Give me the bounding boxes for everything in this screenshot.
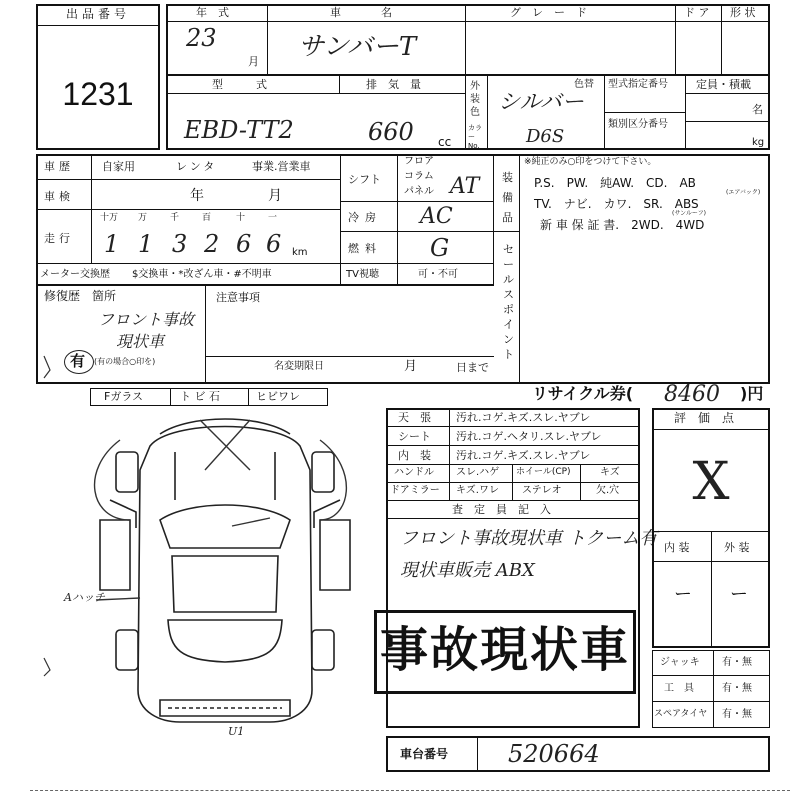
- repair-handwritten-1: フロント事故: [98, 310, 195, 329]
- mileage-unit: 一: [268, 213, 278, 223]
- inspector-note-1: フロント事故現状車 トクーム有: [400, 528, 658, 549]
- inspector-label: 査 定 員 記 入: [452, 503, 551, 516]
- car-body-outline: [138, 427, 312, 723]
- spare-tire-value: 有・無: [722, 709, 752, 720]
- glass-chip: ト ビ 石: [180, 390, 220, 403]
- history-private: 自家用: [102, 160, 135, 173]
- mileage-unit: 万: [138, 213, 148, 223]
- car-label: 車 名: [330, 6, 398, 19]
- wheel-label: ホイール(CP): [516, 467, 571, 477]
- repair-label: 修復歴 箇所: [44, 289, 117, 303]
- shift-value: AT: [450, 174, 480, 199]
- handle-label: ハンドル: [394, 467, 434, 478]
- grade-label: グ レ ー ド: [510, 6, 587, 19]
- margin-mark: [44, 658, 50, 676]
- ceiling-value: 汚れ.コゲ.キズ.スレ.ヤブレ: [456, 411, 591, 424]
- history-label: 車歴: [44, 160, 74, 173]
- category-label: 類別区分番号: [608, 119, 668, 130]
- mileage-unit: 百: [202, 213, 212, 223]
- model-label: 型 式: [212, 78, 267, 91]
- notes-label: 注意事項: [216, 291, 260, 304]
- inspection-month: 月: [268, 188, 282, 204]
- mileage-digit: 1: [104, 230, 120, 258]
- shape-label: 形 状: [730, 6, 756, 19]
- wheel-rear-left: [116, 630, 138, 670]
- equipment-note: ※純正のみ○印をつけて下さい。: [524, 157, 657, 167]
- displacement-label: 排 気 量: [366, 78, 421, 91]
- margin-mark: [44, 356, 50, 378]
- rear-window: [168, 620, 282, 662]
- mileage-unit: 十: [236, 213, 246, 223]
- deadline-day: 日まで: [456, 361, 489, 374]
- fuel-value: G: [430, 234, 450, 262]
- inspector-note-2: 現状車販売 ABX: [400, 560, 535, 581]
- shift-column: コラム: [404, 171, 434, 182]
- eval-interior-value: ー: [674, 584, 692, 605]
- seat-value: 汚れ.コゲ.ヘタリ.スレ.ヤブレ: [456, 430, 602, 443]
- evaluation-score: X: [692, 452, 730, 512]
- year-label: 年 式: [196, 6, 229, 19]
- stereo-label: ステレオ: [522, 485, 562, 496]
- shift-panel: パネル: [404, 186, 434, 197]
- tool-value: 有・無: [722, 683, 752, 694]
- interior-label: 内 装: [398, 449, 431, 462]
- seat-label: シート: [398, 430, 431, 443]
- door-label: ド ア: [684, 6, 710, 19]
- recycle-unit: )円: [740, 384, 764, 403]
- ac-value: AC: [420, 204, 453, 229]
- mirror-value: キズ.ワレ: [456, 485, 499, 496]
- wheel-rear-right: [312, 630, 334, 670]
- deadline-label: 名変期限日: [274, 361, 324, 372]
- history-rental: レンタ: [176, 160, 218, 173]
- handle-sep2: [580, 465, 581, 501]
- color-no-label: カラーNo.: [468, 124, 482, 150]
- cc-label: cc: [438, 135, 452, 149]
- lot-number: 1231: [62, 76, 134, 112]
- wheel-value: キズ: [600, 467, 620, 478]
- mileage-digit: 3: [172, 230, 188, 258]
- tool-label: 工 具: [664, 683, 694, 694]
- shift-floor: フロア: [404, 156, 434, 167]
- year-month-label: 月: [248, 55, 259, 68]
- capacity-unit-person: 名: [752, 103, 763, 116]
- wheel-front-right: [312, 452, 334, 492]
- eval-interior-label: 内 装: [664, 541, 690, 554]
- accident-stamp-text: 事故現状車: [379, 622, 630, 678]
- recycle-label: リサイクル券(: [532, 384, 634, 403]
- mileage-digit: 6: [236, 230, 252, 258]
- meter-label: メーター交換歴: [40, 269, 110, 280]
- model-value: EBD-TT2: [184, 116, 294, 144]
- equipment-label: 装備品: [502, 171, 513, 224]
- repair-has-hint: (有の場合○印を): [94, 357, 156, 366]
- chassis-label: 車台番号: [400, 747, 449, 761]
- equipment-line1: P.S. PW. 純AW. CD. AB: [534, 176, 696, 190]
- meter-options: $交換車・*改ざん車・#不明車: [132, 269, 272, 280]
- displacement-value: 660: [368, 118, 414, 146]
- equipment-airbag: (エアバック): [726, 189, 761, 196]
- history-business: 事業.営業車: [252, 160, 311, 173]
- capacity-label: 定員・積載: [696, 78, 751, 91]
- mileage-digit: 2: [204, 230, 220, 258]
- mileage-label: 走行: [44, 232, 74, 245]
- jack-label: ジャッキ: [660, 657, 700, 668]
- inspection-year: 年: [190, 188, 204, 204]
- shift-label: シフト: [348, 173, 381, 186]
- fuel-label: 燃料: [348, 242, 382, 255]
- bottom-rule: [30, 790, 790, 791]
- note-line: [232, 518, 270, 526]
- equipment-line3: 新 車 保 証 書. 2WD. 4WD: [540, 218, 705, 232]
- capacity-unit-kg: kg: [752, 137, 765, 148]
- eval-exterior-value: ー: [730, 584, 748, 605]
- wheel-front-left: [116, 452, 138, 492]
- inspection-label: 車検: [44, 190, 74, 203]
- sales-point-label: セールスポイント: [503, 243, 514, 361]
- tv-label: TV視聴: [346, 269, 379, 280]
- car-value: サンバーT: [298, 32, 417, 62]
- handle-value: スレ.ハゲ: [456, 467, 500, 478]
- roof: [172, 556, 278, 612]
- diagram-annotation-left: Aハッチ: [64, 591, 105, 604]
- right-door: [320, 520, 350, 590]
- repair-has-label: 有: [70, 352, 86, 370]
- glass-windshield: Fガラス: [104, 390, 143, 403]
- color-value: シルバー: [498, 90, 584, 115]
- color-change-label: 色替: [574, 79, 594, 90]
- tv-value: 可・不可: [418, 269, 458, 280]
- left-door: [100, 520, 130, 590]
- mirror-label: ドアミラー: [390, 485, 440, 496]
- glass-crack: ヒビワレ: [256, 390, 300, 403]
- mileage-digit: 1: [138, 230, 154, 258]
- mileage-unit: 千: [170, 213, 180, 223]
- left-mirror: [110, 500, 136, 528]
- spare-tire-label: スペアタイヤ: [654, 709, 708, 719]
- handle-sep: [512, 465, 513, 501]
- mileage-km: km: [292, 247, 308, 258]
- type-cert-label: 型式指定番号: [608, 79, 668, 90]
- equipment-sunroof: (サンルーフ): [672, 210, 706, 217]
- ceiling-label: 天 張: [398, 411, 431, 424]
- exterior-color-label: 外装色: [470, 81, 480, 118]
- evaluation-label: 評 価 点: [674, 411, 735, 425]
- ac-label: 冷房: [348, 211, 382, 224]
- windshield: [160, 505, 290, 548]
- diagram-annotation-bottom: U1: [228, 725, 245, 738]
- deadline-month: 月: [404, 359, 418, 374]
- mileage-unit: 十万: [100, 213, 119, 223]
- lot-label: 出品番号: [65, 7, 130, 21]
- chassis-value: 520664: [508, 740, 600, 768]
- color-code: D6S: [526, 126, 565, 147]
- mileage-digit: 6: [266, 230, 282, 258]
- repair-handwritten-2: 現状車: [116, 332, 165, 351]
- equipment-line2: TV. ナビ. カワ. SR. ABS: [534, 197, 699, 211]
- recycle-value: 8460: [664, 382, 720, 407]
- stereo-value: 欠.穴: [596, 485, 620, 496]
- jack-value: 有・無: [722, 657, 752, 668]
- year-value: 23: [186, 24, 217, 52]
- eval-exterior-label: 外 装: [724, 541, 750, 554]
- interior-value: 汚れ.コゲ.キズ.スレ.ヤブレ: [456, 449, 591, 462]
